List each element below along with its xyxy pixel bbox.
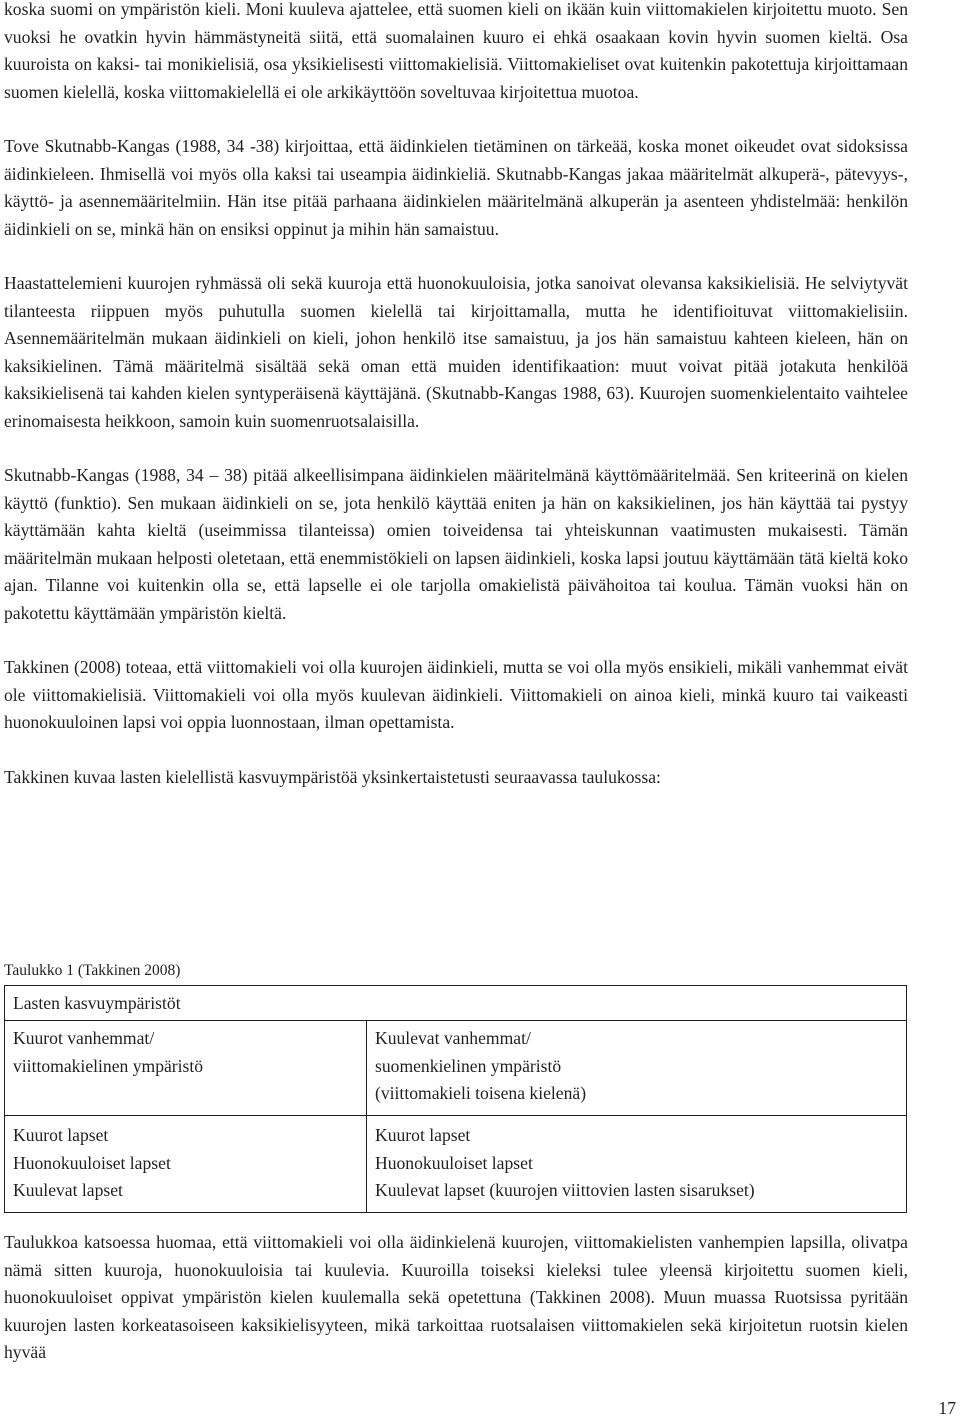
table-header-cell: Lasten kasvuympäristöt — [5, 986, 907, 1021]
document-body-continued — [4, 1229, 908, 1367]
paragraph-1: koska suomi on ympäristön kieli. Moni kuuleva ajattelee, että suomen kieli on ikään kuin viittomakielen kirjoitettu muoto. Sen vuoksi he ovatkin hyvin hämmästyneitä siitä, että suomalainen kuuro ei ehkä osaakaan kovin hyvin suomen kieltä. Osa kuuroista on kaksi- tai monikielisiä, osa yksikielisesti viittomakielisiä. Viittomakieliset ovat kuitenkin pakotettuja kirjoittamaan suomen kielellä, koska viittomakielellä ei ole arkikäyttöön soveltuvaa kirjoitettua muotoa. — [4, 0, 908, 102]
paragraph-4: Skutnabb-Kangas (1988, 34 – 38) pitää alkeellisimpana äidinkielen määritelmänä käyttömääritelmää. Sen kriteerinä on kielen käyttö (funktio). Sen mukaan äidinkieli on se, jota henkilö käyttää eniten ja hän on kaksikielinen, jos hän käyttää tai pystyy käyttämään kahta kieltä (useimmissa tilanteissa) omien toiveidensa tai yhteiskunnan vaatimusten mukaisesti. Tämän määritelmän mukaan helposti oletetaan, että enemmistökieli on lapsen äidinkieli, koska lapsi joutuu käyttämään tätä kieltä koko ajan. Tilanne voi kuitenkin olla se, että lapselle ei ole tarjolla omakielistä päivähoitoa tai koulua. Tämän vuoksi hän on pakotettu käyttämään ympäristön kieltä. — [4, 465, 908, 623]
paragraph-3: Haastattelemieni kuurojen ryhmässä oli sekä kuuroja että huonokuuloisia, jotka sanoivat olevansa kaksikielisiä. He selviytyvät tilanteesta riippuen myös puhutulla suomen kielellä tai kirjoittamalla, mutta he identifioituvat viittomakielisiin. Asennemääritelmän mukaan äidinkieli on kieli, johon henkilö itse samaistuu, ja jos hän samaistuu kahteen kieleen, hän on kaksikielinen. Tämä määritelmä sisältää sekä oman että muiden identifikaation: muut voivat pitää jotakuta henkilöä kaksikielisenä tai kahden kielen syntyperäisenä käyttäjänä. (Skutnabb-Kangas 1988, 63). Kuurojen suomenkielentaito vaihtelee erinomaisesta heikkoon, samoin kuin suomenruotsalaisilla. — [4, 273, 908, 431]
left-children-line-3: Kuulevat lapset — [13, 1180, 123, 1200]
table-header-row — [5, 986, 907, 1021]
growth-environment-table — [4, 985, 907, 1213]
paragraph-7: Taulukkoa katsoessa huomaa, että viittomakieli voi olla äidinkielenä kuurojen, viittomakielisten vanhempien lapsilla, olivatpa nämä sitten kuuroja, huonokuuloisia tai kuulevia. Kuuroilla toiseksi kieleksi tulee yleensä kirjoitettu suomen kieli, huonokuuloiset oppivat ympäristön kielen kuulemalla sekä opetettuna (Takkinen 2008). Muun muassa Ruotsissa pyritään kuurojen lasten korkeatasoiseen kaksikielisyyteen, mikä tarkoittaa ruotsalaisen viittomakielen sekä kirjoitetun ruotsin kielen hyvää — [4, 1232, 908, 1362]
table-children-row — [5, 1116, 907, 1213]
hearing-parents-line-1: Kuulevat vanhemmat/ — [375, 1028, 531, 1048]
left-children-line-1: Kuurot lapset — [13, 1125, 109, 1145]
hearing-parents-cell — [367, 1021, 907, 1116]
hearing-parents-line-3: (viittomakieli toisena kielenä) — [375, 1083, 587, 1103]
deaf-parents-line-1: Kuurot vanhemmat/ — [13, 1028, 155, 1048]
deaf-parents-children-cell — [5, 1116, 367, 1213]
hearing-parents-line-2: suomenkielinen ympäristö — [375, 1055, 562, 1076]
paragraph-6: Takkinen kuvaa lasten kielellistä kasvuympäristöä yksinkertaistetusti seuraavassa taulukossa: — [4, 766, 661, 787]
hearing-parents-children-cell — [367, 1116, 907, 1213]
right-children-line-3: Kuulevat lapset (kuurojen viittovien lasten sisarukset) — [375, 1180, 755, 1200]
table-environment-row — [5, 1021, 907, 1116]
paragraph-5: Takkinen (2008) toteaa, että viittomakieli voi olla kuurojen äidinkieli, mutta se voi olla myös ensikieli, mikäli vanhemmat eivät ole viittomakielisiä. Viittomakieli voi olla myös kuulevan äidinkieli. Viittomakieli on ainoa kieli, minkä kuuro tai vaikeasti huonokuuloinen lapsi voi oppia luonnostaan, ilman opettamista. — [4, 657, 908, 732]
paragraph-2: Tove Skutnabb-Kangas (1988, 34 -38) kirjoittaa, että äidinkielen tietäminen on tärkeää, koska monet oikeudet ovat sidoksissa äidinkieleen. Ihmisellä voi myös olla kaksi tai useampia äidinkieliä. Skutnabb-Kangas jakaa määritelmät alkuperä-, pätevyys-, käyttö- ja asennemääritelmiin. Hän itse pitää parhaana äidinkielen määritelmänä alkuperän ja asenteen yhdistelmää: henkilön äidinkieli on se, minkä hän on ensiksi oppinut ja mihin hän samaistuu. — [4, 136, 908, 239]
right-children-line-1: Kuurot lapset — [375, 1125, 471, 1145]
deaf-parents-line-2: viittomakielinen ympäristö — [13, 1055, 204, 1076]
document-body — [4, 0, 908, 791]
deaf-parents-cell — [5, 1021, 367, 1116]
left-children-line-2: Huonokuuloiset lapset — [13, 1152, 171, 1173]
page-number: 17 — [938, 1398, 956, 1418]
table-caption: Taulukko 1 (Takkinen 2008) — [4, 962, 181, 979]
right-children-line-2: Huonokuuloiset lapset — [375, 1152, 533, 1173]
